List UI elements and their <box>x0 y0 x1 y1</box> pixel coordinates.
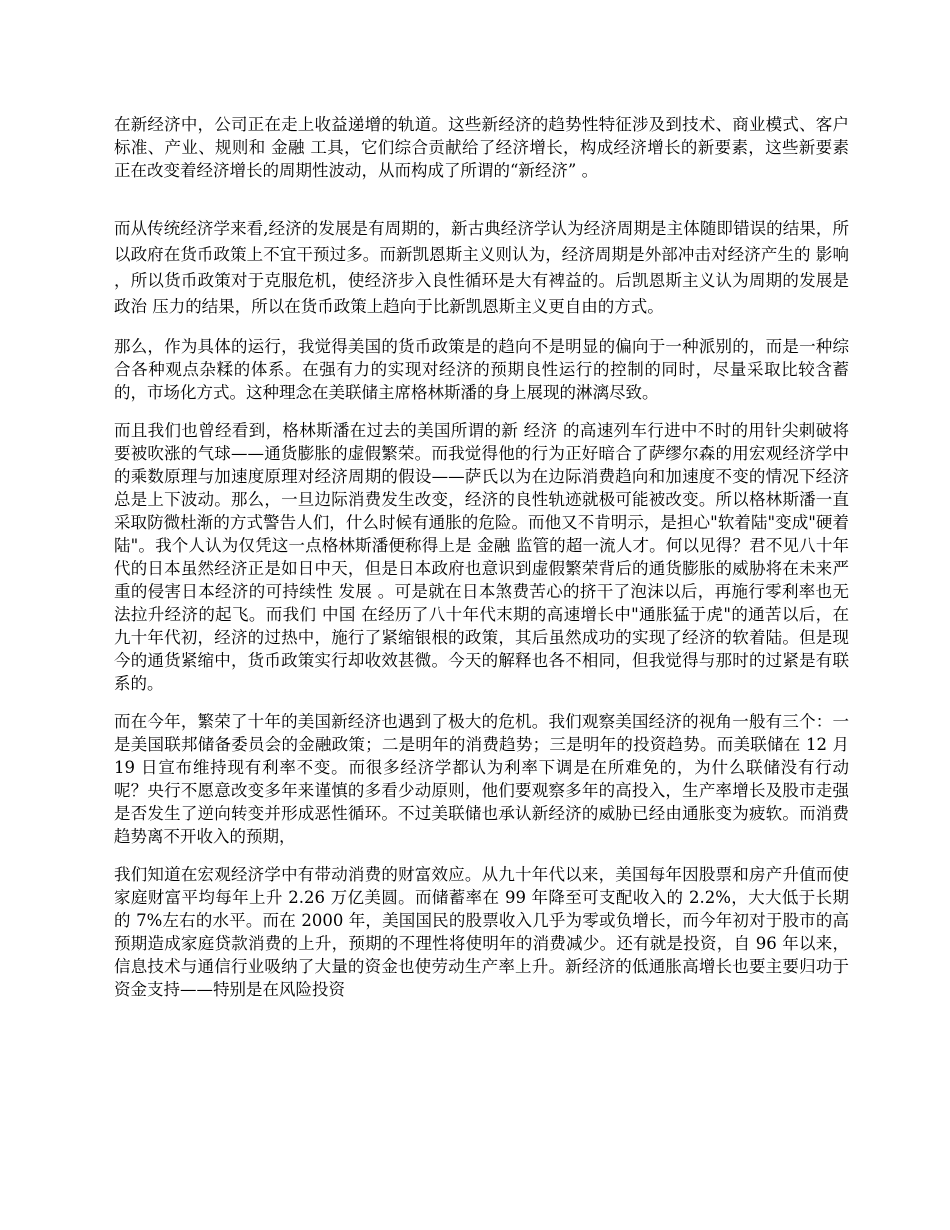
paragraph-us-monetary-policy: 那么，作为具体的运行，我觉得美国的货币政策是的趋向不是明显的偏向于一种派别的，而是一种综合各种观点杂糅的体系。在强有力的实现对经济的预期良性运行的控制的同时，尽量采取比较含蓄的，市场化方式。这种理念在美联储主席格林斯潘的身上展现的淋漓尽致。 <box>114 337 849 402</box>
paragraph-wealth-effect: 我们知道在宏观经济学中有带动消费的财富效应。从九十年代以来，美国每年因股票和房产升值而使家庭财富平均每年上升 2.26 万亿美圆。而储蓄率在 99 年降至可支配收入的 2.2%，大大低于长期的 7%左右的水平。而在 2000 年，美国国民的股票收入几乎为零或负增长，而今年初对于股市的高预期造成家庭贷款消费的上升，预期的不理性将使明年的消费减少。还有就是投资，自 96 年以来，信息技术与通信行业吸纳了大量的资金也使劳动生产率上升。新经济的低通胀高增长也要主要归功于资金支持——特别是在风险投资 <box>114 865 849 999</box>
paragraph-us-economy-crisis: 而在今年，繁荣了十年的美国新经济也遇到了极大的危机。我们观察美国经济的视角一般有三个：一是美国联邦储备委员会的金融政策；二是明年的消费趋势；三是明年的投资趋势。而美联储在 12 月 19 日宣布维持现有利率不变。而很多经济学都认为利率下调是在所难免的，为什么联储没有行动呢？央行不愿意改变多年来谨慎的多看少动原则，他们要观察多年的高投入，生产率增长及股市走强是否发生了逆向转变并形成恶性循环。不过美联储也承认新经济的威胁已经由通胀变为疲软。而消费趋势离不开收入的预期， <box>114 712 849 846</box>
paragraph-greenspan: 而且我们也曾经看到，格林斯潘在过去的美国所谓的新 经济 的高速列车行进中不时的用针尖刺破将要被吹涨的气球——通货膨胀的虚假繁荣。而我觉得他的行为正好暗合了萨缪尔森的用宏观经济学中的乘数原理与加速度原理对经济周期的假设——萨氏以为在边际消费趋向和加速度不变的情况下经济总是上下波动。那么，一旦边际消费发生改变，经济的良性轨迹就极可能被改变。所以格林斯潘一直采取防微杜渐的方式警告人们，什么时候有通胀的危险。而他又不肯明示，是担心"软着陆"变成"硬着陆"。我个人认为仅凭这一点格林斯潘便称得上是 金融 监管的超一流人才。何以见得？君不见八十年代的日本虽然经济正是如日中天，但是日本政府也意识到虚假繁荣背后的通货膨胀的威胁将在未来严重的侵害日本经济的可持续性 发展 。可是就在日本煞费苦心的挤干了泡沫以后，再施行零利率也无法拉升经济的起飞。而我们 中国 在经历了八十年代末期的高速增长中"通胀猛于虎"的通苦以后，在九十年代初，经济的过热中，施行了紧缩银根的政策，其后虽然成功的实现了经济的软着陆。但是现今的通货紧缩中，货币政策实行却收效甚微。今天的解释也各不相同，但我觉得与那时的过紧是有联系的。 <box>114 421 849 693</box>
paragraph-economic-cycle-theories: 而从传统经济学来看,经济的发展是有周期的，新古典经济学认为经济周期是主体随即错误的结果，所以政府在货币政策上不宜干预过多。而新凯恩斯主义则认为，经济周期是外部冲击对经济产生的 影响 ，所以货币政策对于克服危机，使经济步入良性循环是大有裨益的。后凯恩斯主义认为周期的发展是 政治 压力的结果，所以在货币政策上趋向于比新凯恩斯主义更自由的方式。 <box>114 219 849 316</box>
document-page <box>114 113 849 1016</box>
paragraph-new-economy: 在新经济中，公司正在走上收益递增的轨道。这些新经济的趋势性特征涉及到技术、商业模式、客户标准、产业、规则和 金融 工具，它们综合贡献给了经济增长，构成经济增长的新要素，这些新要素正在改变着经济增长的周期性波动，从而构成了所谓的“新经济” 。 <box>114 115 849 180</box>
